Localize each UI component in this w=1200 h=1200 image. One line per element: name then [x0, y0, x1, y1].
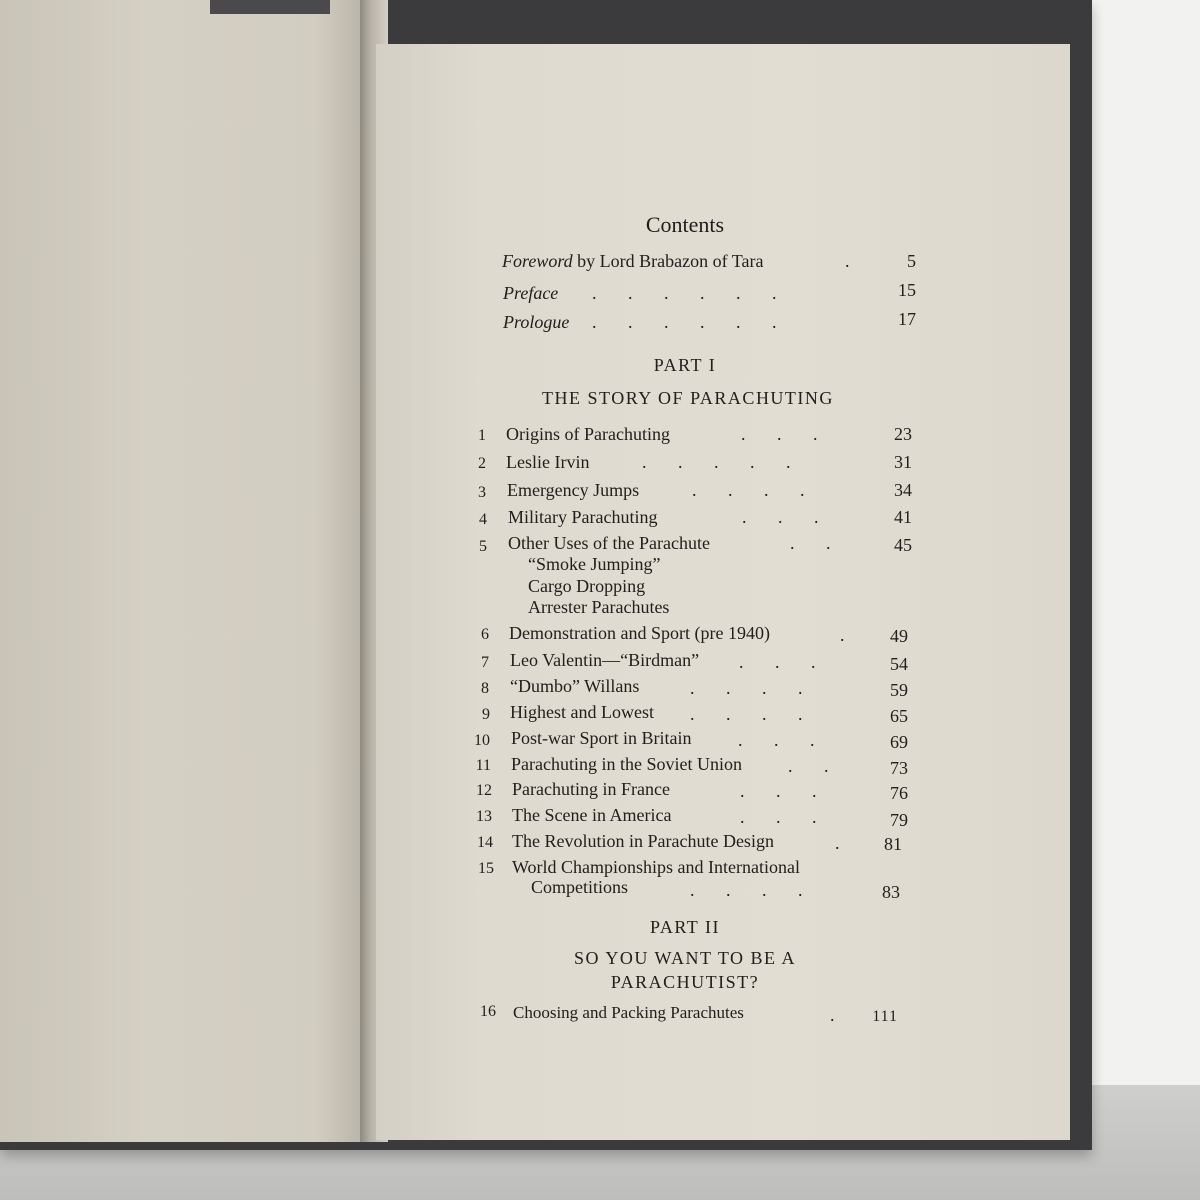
chapter-title: Parachuting in France [512, 779, 670, 799]
leader-dots: . . . [741, 424, 818, 444]
chapter-number: 13 [476, 808, 492, 825]
leader-dots: . [835, 833, 840, 853]
leader-dots: . [840, 625, 845, 645]
page-number: 83 [882, 882, 900, 902]
toc-entry-foreword [502, 251, 764, 272]
chapter-number: 16 [480, 1003, 496, 1020]
chapter-title: Choosing and Packing Parachutes [513, 1003, 744, 1022]
chapter-number: 11 [475, 757, 491, 774]
chapter-number: 6 [481, 626, 489, 643]
chapter-number: 10 [474, 732, 490, 749]
toc-entry-label-italic: Preface [503, 283, 559, 303]
page-number: 65 [890, 706, 908, 726]
leader-dots: . [845, 251, 850, 271]
chapter-number: 7 [481, 654, 489, 671]
page-number: 17 [898, 309, 916, 329]
page-number: 31 [894, 452, 912, 472]
toc-entry-label-italic: Prologue [503, 312, 570, 332]
page-number: 5 [907, 251, 916, 271]
leader-dots: . . . [740, 781, 817, 801]
left-page [0, 0, 372, 1142]
leader-dots: . . . . [692, 480, 805, 500]
chapter-number: 12 [476, 782, 492, 799]
part-title: PARACHUTIST? [610, 972, 760, 992]
chapter-number: 14 [477, 834, 493, 851]
chapter-number: 3 [478, 484, 486, 501]
chapter-subitem: Arrester Parachutes [528, 597, 670, 617]
chapter-title: The Scene in America [512, 805, 672, 825]
page-number: 41 [894, 507, 912, 527]
chapter-subitem: Cargo Dropping [528, 576, 646, 596]
leader-dots: . . . [742, 507, 819, 527]
toc-entry-prologue [503, 312, 569, 333]
leader-dots: . [830, 1005, 835, 1025]
chapter-number: 9 [482, 706, 490, 723]
chapter-number: 2 [478, 455, 486, 472]
chapter-title: Origins of Parachuting [506, 424, 670, 444]
page-number: 45 [894, 535, 912, 555]
chapter-subitem: “Smoke Jumping” [528, 554, 661, 574]
chapter-number: 5 [479, 538, 487, 555]
toc-entry-label-italic: Foreword [502, 251, 573, 271]
chapter-title: Parachuting in the Soviet Union [511, 754, 742, 774]
leader-dots: . . . . [690, 704, 803, 724]
leader-dots: . . . . [690, 678, 803, 698]
leader-dots: . . . [740, 807, 817, 827]
chapter-title: Other Uses of the Parachute [508, 533, 710, 553]
page-number: 54 [890, 654, 908, 674]
page-number: 79 [890, 810, 908, 830]
chapter-title: Demonstration and Sport (pre 1940) [509, 623, 770, 643]
page-number: 34 [894, 480, 912, 500]
page-number: 73 [890, 758, 908, 778]
chapter-number: 1 [478, 427, 486, 444]
leader-dots: . . . . . . [592, 312, 777, 332]
page-number: 76 [890, 783, 908, 803]
chapter-number: 4 [479, 511, 487, 528]
page-number: 59 [890, 680, 908, 700]
page-title: Contents [645, 212, 725, 237]
chapter-title: Emergency Jumps [507, 480, 640, 500]
chapter-title: “Dumbo” Willans [510, 676, 640, 696]
leader-dots: . . . . . [642, 452, 791, 472]
page-number: 81 [884, 834, 902, 854]
chapter-title: Leo Valentin—“Birdman” [510, 650, 700, 670]
part-title: THE STORY OF PARACHUTING [542, 388, 834, 408]
leader-dots: . . . . [690, 880, 803, 900]
page-number: 15 [898, 280, 916, 300]
part-heading: PART I [653, 355, 717, 375]
leader-dots: . . . . . . [592, 283, 777, 303]
chapter-title: The Revolution in Parachute Design [512, 831, 774, 851]
leader-dots: . . [788, 756, 829, 776]
leader-dots: . . . [739, 652, 816, 672]
chapter-title: World Championships and International [512, 857, 800, 877]
chapter-title: Highest and Lowest [510, 702, 654, 722]
part-heading: PART II [650, 917, 720, 937]
page-number: 69 [890, 732, 908, 752]
chapter-title: Military Parachuting [508, 507, 658, 527]
chapter-title: Post-war Sport in Britain [511, 728, 692, 748]
chapter-title: Leslie Irvin [506, 452, 590, 472]
toc-entry-preface [503, 283, 558, 304]
cover-edge [210, 0, 330, 14]
page-number: 111 [872, 1008, 898, 1025]
chapter-number: 15 [478, 860, 494, 877]
toc-entry-label: by Lord Brabazon of Tara [572, 251, 764, 271]
chapter-number: 8 [481, 680, 489, 697]
leader-dots: . . . [738, 730, 815, 750]
part-title: SO YOU WANT TO BE A [573, 948, 797, 968]
page-number: 23 [894, 424, 912, 444]
chapter-title-continued: Competitions [531, 877, 629, 897]
leader-dots: . . [790, 533, 831, 553]
page-number: 49 [890, 626, 908, 646]
